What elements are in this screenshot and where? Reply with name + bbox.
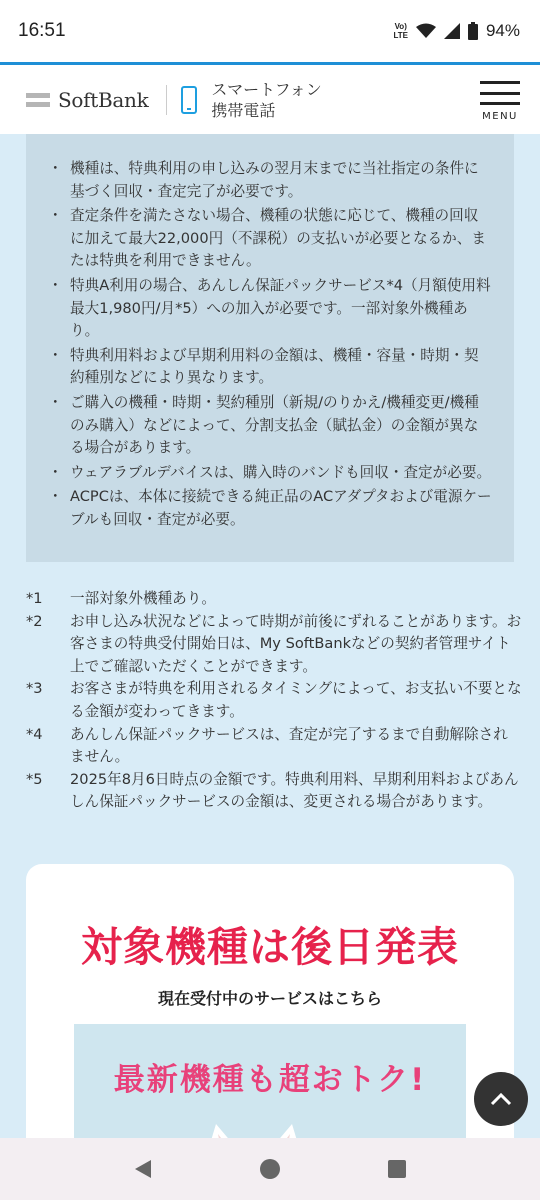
nav-home-button[interactable] [255, 1154, 285, 1184]
footnotes [26, 588, 522, 814]
volte-indicator [393, 22, 408, 40]
footnote-mark: *1 [26, 590, 43, 607]
status-icons [393, 21, 520, 41]
softbank-logo-mark [26, 93, 50, 107]
footnote-text: お客さまが特典を利用されるタイミングによって、お支払い不要となる金額が変わってきます。 [70, 680, 522, 720]
menu-button[interactable] [480, 77, 520, 125]
battery-percent: 94% [485, 21, 520, 40]
menu-label: MENU [482, 111, 518, 122]
header-divider [166, 85, 167, 115]
notes-box [26, 134, 514, 562]
footnote-item [26, 588, 522, 611]
recents-square-icon [387, 1159, 407, 1179]
footnote-item [26, 611, 522, 679]
category-line2: 携帯電話 [211, 100, 276, 120]
signal-icon [444, 23, 460, 39]
category-line1: スマートフォン [211, 79, 322, 99]
footnote-mark: *3 [26, 680, 43, 698]
banner-text: 最新機種も超おトク! [113, 1062, 427, 1098]
footnote-item [26, 769, 522, 814]
back-triangle-icon [133, 1158, 153, 1180]
card-title: 対象機種は後日発表 [81, 923, 459, 971]
notes-list [48, 158, 492, 532]
scroll-top-button[interactable] [474, 1072, 528, 1126]
footnote-text: 一部対象外機種あり。 [70, 590, 216, 607]
note-item: ・ ご購入の機種・時期・契約種別（新規/のりかえ/機種変更/機種のみ購入）などによって、分割支払金（賦払金）の金額が異なる場合があります。 [48, 392, 492, 460]
chevron-up-icon [489, 1091, 513, 1107]
status-time: 16:51 [18, 20, 66, 41]
status-bar [0, 0, 540, 62]
category-link[interactable] [211, 79, 321, 121]
announcement-card [26, 864, 514, 1164]
wifi-icon [416, 23, 436, 39]
nav-back-button[interactable] [128, 1154, 158, 1184]
footnote-item [26, 724, 522, 769]
system-nav-bar [0, 1138, 540, 1200]
note-item: ・ 査定条件を満たさない場合、機種の状態に応じて、機種の回収に加えて最大22,000円（不課税）の支払いが必要となるか、または特典を利用できません。 [48, 205, 492, 273]
brand-name: SoftBank [58, 87, 149, 112]
footnote-mark: *5 [26, 770, 43, 788]
volte-label: Vo) [394, 22, 407, 31]
note-item: ・ 特典利用料および早期利用料の金額は、機種・容量・時期・契約種別などにより異なります。 [48, 345, 492, 390]
card-subtitle: 現在受付中のサービスはこちら [157, 989, 382, 1008]
lte-label: LTE [393, 31, 408, 40]
smartphone-icon [181, 86, 197, 114]
note-item: ・ 特典A利用の場合、あんしん保証パックサービス*4（月額使用料最大1,980円/月*5）への加入が必要です。一部対象外機種あり。 [48, 275, 492, 343]
site-header [0, 62, 540, 134]
note-item: ・ ACPCは、本体に接続できる純正品のACアダプタおよび電源ケーブルも回収・査定が必要。 [48, 486, 492, 531]
footnote-text: あんしん保証パックサービスは、査定が完了するまで自動解除されません。 [70, 725, 508, 766]
brand-logo[interactable] [26, 88, 148, 112]
footnote-text: 2025年8月6日時点の金額です。特典利用料、早期利用料およびあんしん保証パックサービスの金額は、変更される場合があります。 [70, 770, 519, 811]
note-item: ・ ウェアラブルデバイスは、購入時のバンドも回収・査定が必要。 [48, 462, 492, 485]
hamburger-menu-icon [480, 81, 520, 105]
footnote-mark: *4 [26, 725, 43, 743]
battery-icon [468, 22, 478, 40]
footnote-item [26, 678, 522, 723]
home-circle-icon [259, 1158, 281, 1180]
note-item: ・ 機種は、特典利用の申し込みの翌月末までに当社指定の条件に基づく回収・査定完了が必要です。 [48, 158, 492, 203]
nav-recents-button[interactable] [382, 1154, 412, 1184]
footnote-mark: *2 [26, 612, 43, 630]
footnote-text: お申し込み状況などによって時期が前後にずれることがあります。お客さまの特典受付開始日は、My SoftBankなどの契約者管理サイト上でご確認いただくことができます。 [70, 612, 522, 675]
